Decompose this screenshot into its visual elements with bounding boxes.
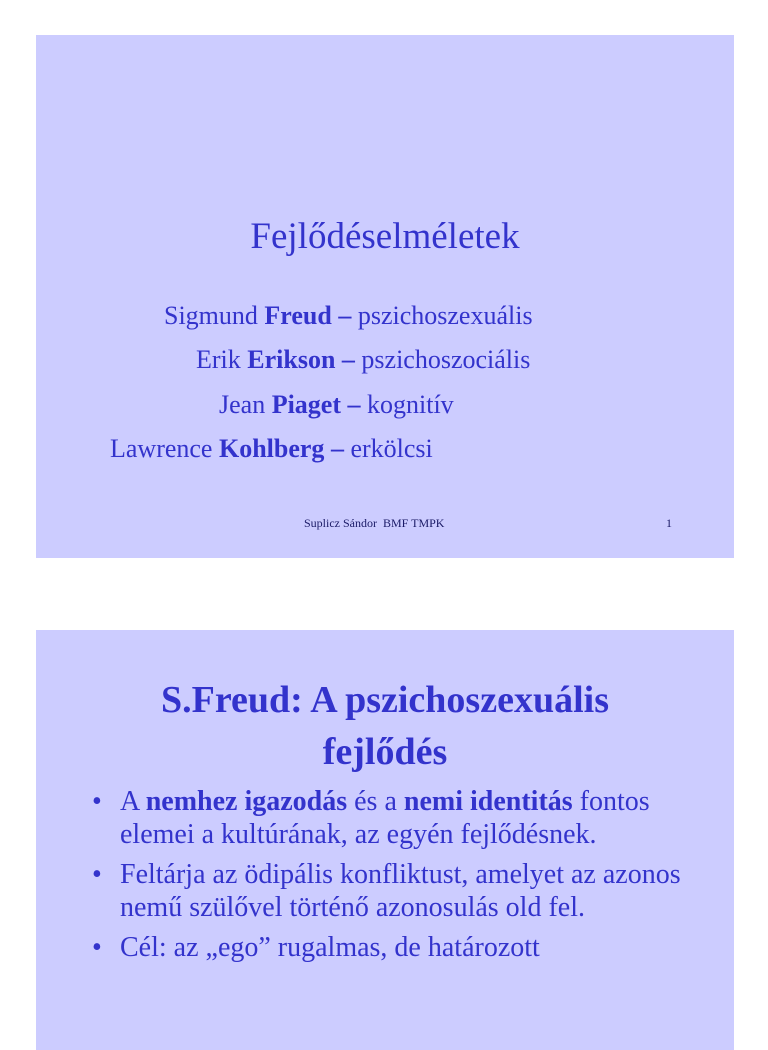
person-kohlberg <box>110 434 433 464</box>
last-name: Freud <box>264 301 332 330</box>
person-freud <box>164 301 533 331</box>
first-name: Lawrence <box>110 434 213 463</box>
person-erikson <box>196 345 530 375</box>
first-name: Jean <box>219 390 266 419</box>
bullet-list <box>92 785 694 971</box>
bullet-item <box>92 931 694 964</box>
text: és a <box>347 786 404 817</box>
dash: – <box>347 390 361 419</box>
last-name: Piaget <box>271 390 342 419</box>
footer-author: Suplicz Sándor BMF TMPK <box>304 516 445 530</box>
person-piaget <box>219 390 454 420</box>
last-name: Erikson <box>247 345 336 374</box>
first-name: Erik <box>196 345 241 374</box>
theory-field: pszichoszociális <box>361 345 531 374</box>
title-line-1: S.Freud: A pszichoszexuális <box>161 679 609 721</box>
text: Feltárja az ödipális konfliktust, amelyet az azonos nemű szülővel történő azonosulás old fel. <box>120 859 681 923</box>
theory-field: kognitív <box>367 390 454 419</box>
text: Cél: az „ego” rugalmas, de határozott <box>120 932 540 963</box>
bullet-dot: • <box>92 786 102 817</box>
slide-2 <box>36 630 734 1050</box>
text: A <box>120 786 146 817</box>
dash: – <box>330 434 344 463</box>
slide-1-title: Fejlődéselméletek <box>250 216 520 257</box>
bullet-dot: • <box>92 932 102 963</box>
emphasis: nemi identitás <box>403 786 573 817</box>
bullet-item <box>92 785 694 851</box>
page-number: 1 <box>666 516 672 530</box>
text: fontos elemei a kultúrának, az egyén fejlődésnek. <box>120 786 650 850</box>
theory-field: erkölcsi <box>350 434 433 463</box>
title-line-2: fejlődés <box>322 731 448 773</box>
bullet-dot: • <box>92 859 102 890</box>
emphasis: nemhez igazodás <box>145 786 348 817</box>
slide-2-title <box>36 674 734 778</box>
last-name: Kohlberg <box>218 434 325 463</box>
dash: – <box>338 301 352 330</box>
first-name: Sigmund <box>164 301 258 330</box>
slide-1 <box>36 35 734 558</box>
dash: – <box>341 345 355 374</box>
bullet-item <box>92 858 694 924</box>
theory-field: pszichoszexuális <box>357 301 533 330</box>
